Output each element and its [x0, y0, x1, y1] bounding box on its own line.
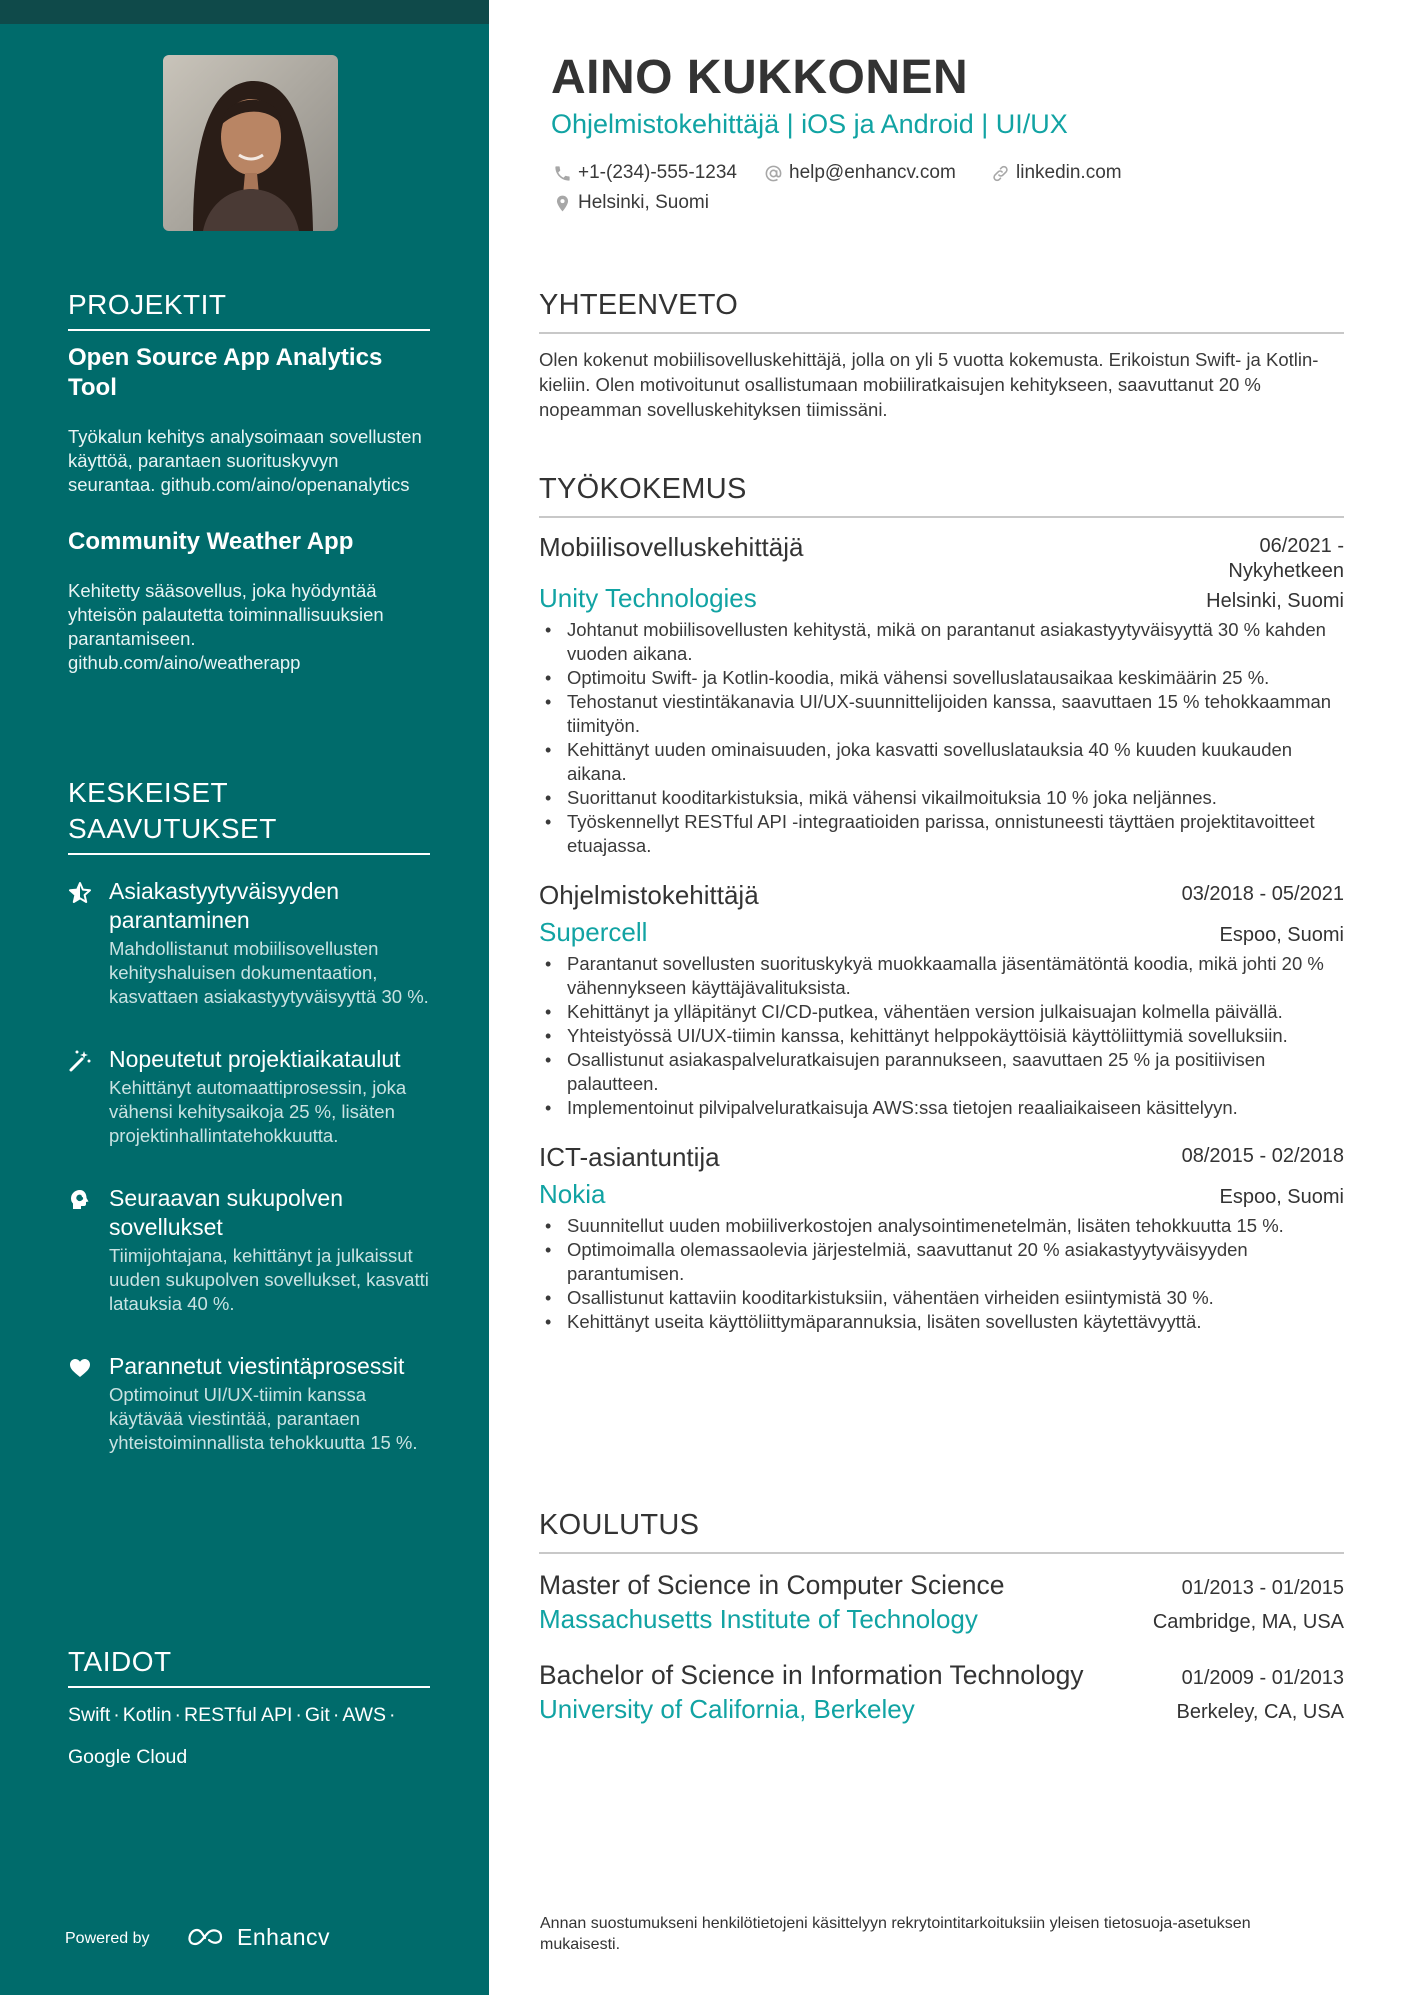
job-bullet: • Optimoitu Swift- ja Kotlin-koodia, mikä vähensi sovelluslatausaikaa keskimäärin 25 %. — [539, 666, 1344, 690]
phone-text: +1-(234)-555-1234 — [578, 162, 737, 183]
at-icon — [764, 164, 783, 183]
sidebar — [0, 0, 489, 1995]
summary-heading: YHTEENVETO — [539, 287, 1344, 334]
job-location: Helsinki, Suomi — [1206, 590, 1344, 612]
link-icon — [991, 164, 1010, 183]
job-bullet: • Suorittanut kooditarkistuksia, mikä vähensi vikailmoituksia 10 % joka neljännes. — [539, 786, 1344, 810]
linkedin-text: linkedin.com — [1016, 162, 1122, 183]
skill-separator: · — [174, 1704, 182, 1726]
education-entry — [539, 1658, 1344, 1726]
project-title: Open Source App Analytics Tool — [68, 344, 383, 401]
head-brain-icon — [68, 1188, 92, 1212]
job-title: ICT-asiantuntija — [539, 1142, 720, 1172]
education-location: Cambridge, MA, USA — [1152, 1611, 1344, 1633]
skill-separator: · — [389, 1704, 396, 1726]
achievement-title: Seuraavan sukupolven sovellukset — [109, 1185, 343, 1240]
job-bullet: • Parantanut sovellusten suorituskykyä muokkaamalla jäsentämätöntä koodia, mikä johti 20 % vähennykseen käyttäjävalituksista. — [539, 952, 1344, 1000]
skill-separator: · — [295, 1704, 302, 1726]
skills-section — [68, 1643, 430, 1778]
job-bullet: • Kehittänyt uuden ominaisuuden, joka kasvatti sovelluslatauksia 40 % kuuden kuukauden aikana. — [539, 738, 1344, 786]
contact-location — [553, 192, 709, 214]
location-text: Helsinki, Suomi — [578, 192, 709, 213]
degree-title: Master of Science in Computer Science — [539, 1570, 1005, 1600]
achievements-heading: KESKEISET SAAVUTUKSET — [68, 775, 430, 855]
sidebar-top-bar — [0, 0, 489, 24]
achievement-item — [68, 1352, 430, 1455]
achievement-title: Nopeutetut projektiaikataulut — [109, 1046, 401, 1072]
achievement-description: Mahdollistanut mobiilisovellusten kehityshaluisen dokumentaation, kasvattaen asiakastyytyväisyyttä 30 %. — [109, 938, 429, 1007]
job-bullet: • Yhteistyössä UI/UX-tiimin kanssa, kehittänyt helppokäyttöisiä käyttöliittymiä sovelluksiin. — [539, 1024, 1344, 1048]
project-title: Community Weather App — [68, 528, 354, 555]
job-date: 08/2015 - 02/2018 — [1181, 1145, 1344, 1167]
job-bullet: • Suunnitellut uuden mobiiliverkostojen analysointimenetelmän, lisäten tehokkuutta 15 %. — [539, 1214, 1344, 1238]
education-entry — [539, 1568, 1344, 1636]
school-name: Massachusetts Institute of Technology — [539, 1604, 978, 1634]
contact-phone — [553, 162, 737, 184]
contact-linkedin[interactable] — [991, 162, 1122, 184]
enhancv-logo-icon — [183, 1925, 229, 1949]
projects-section — [68, 286, 430, 675]
achievements-section — [68, 775, 430, 1455]
job-bullet: • Implementoinut pilvipalveluratkaisuja AWS:ssa tietojen reaaliaikaiseen käsittelyyn. — [539, 1096, 1344, 1120]
job-title: Ohjelmistokehittäjä — [539, 880, 759, 910]
skills-heading: TAIDOT — [68, 1643, 430, 1688]
job-entry — [539, 1140, 1344, 1334]
brand-name: Enhancv — [237, 1923, 331, 1950]
skill-tag: RESTful API — [184, 1704, 293, 1726]
job-bullet: • Optimoimalla olemassaolevia järjestelmiä, saavuttanut 20 % asiakastyytyväisyyden parantumisen. — [539, 1238, 1344, 1286]
achievement-description: Optimoinut UI/UX-tiimin kanssa käytävää viestintää, parantaen yhteistoiminnallista tehokkuutta 15 %. — [109, 1384, 418, 1453]
job-bullet: • Osallistunut kattaviin kooditarkistuksiin, vähentäen virheiden esiintymistä 30 %. — [539, 1286, 1344, 1310]
job-entry — [539, 530, 1344, 858]
job-bullets — [539, 618, 1344, 858]
job-date: 06/2021 - Nykyhetkeen — [1228, 535, 1344, 582]
skill-separator: · — [332, 1704, 340, 1726]
summary-text: Olen kokenut mobiilisovelluskehittäjä, jolla on yli 5 vuotta kokemusta. Erikoistun Swift- ja Kotlin-kieliin. Olen motivoitunut osallistumaan mobiiliratkaisujen kehitykseen, saavuttanut 20 % nopeamman sovelluskehityksen tiimissäni. — [539, 349, 1319, 420]
projects-heading: PROJEKTIT — [68, 286, 430, 331]
profile-photo — [163, 55, 338, 231]
skills-list — [68, 1694, 430, 1778]
project-description: Kehitetty sääsovellus, joka hyödyntää yhteisön palautetta toiminnallisuuksien parantamiseen. github.com/aino/weatherapp — [68, 580, 384, 673]
skill-tag: AWS — [342, 1704, 387, 1726]
degree-title: Bachelor of Science in Information Technology — [539, 1660, 1084, 1690]
achievement-item — [68, 877, 430, 1009]
company-name: Supercell — [539, 917, 648, 947]
experience-section — [539, 471, 1344, 1334]
project-description: Työkalun kehitys analysoimaan sovellusten käyttöä, parantaen suorituskyvyn seurantaa. github.com/aino/openanalytics — [68, 426, 422, 495]
education-date: 01/2013 - 01/2015 — [1181, 1577, 1344, 1599]
star-half-icon — [68, 881, 92, 905]
education-location: Berkeley, CA, USA — [1176, 1701, 1344, 1723]
job-date: 03/2018 - 05/2021 — [1181, 883, 1344, 905]
heart-icon — [68, 1356, 92, 1380]
job-entry — [539, 878, 1344, 1120]
achievement-item — [68, 1045, 430, 1148]
education-date: 01/2009 - 01/2013 — [1181, 1667, 1344, 1689]
skill-separator: · — [113, 1704, 120, 1726]
job-bullet: • Kehittänyt ja ylläpitänyt CI/CD-putkea, vähentäen version julkaisuajan kolmella päivällä. — [539, 1000, 1344, 1024]
job-location: Espoo, Suomi — [1219, 1186, 1344, 1208]
candidate-title: Ohjelmistokehittäjä | iOS ja Android | UI/UX — [551, 109, 1068, 139]
skill-tag: Kotlin — [122, 1704, 172, 1726]
email-text: help@enhancv.com — [789, 162, 956, 183]
achievement-description: Kehittänyt automaattiprosessin, joka vähensi kehitysaikoja 25 %, lisäten projektinhallintatehokkuutta. — [109, 1077, 407, 1146]
job-bullet: • Johtanut mobiilisovellusten kehitystä, mikä on parantanut asiakastyytyväisyyttä 30 % kahden vuoden aikana. — [539, 618, 1344, 666]
enhancv-logo[interactable] — [183, 1922, 330, 1952]
company-name: Unity Technologies — [539, 583, 757, 613]
school-name: University of California, Berkeley — [539, 1694, 915, 1724]
job-bullets — [539, 952, 1344, 1120]
skill-tag: Git — [304, 1704, 330, 1726]
skill-tag: Google Cloud — [68, 1746, 188, 1768]
education-heading: KOULUTUS — [539, 1507, 1344, 1554]
achievement-title: Parannetut viestintäprosessit — [109, 1353, 405, 1379]
achievement-item — [68, 1184, 430, 1316]
achievement-title: Asiakastyytyväisyyden parantaminen — [109, 878, 340, 933]
location-pin-icon — [553, 194, 572, 213]
consent-note: Annan suostumukseni henkilötietojeni käsittelyyn rekrytointitarkoituksiin yleisen tietosuoja-asetuksen mukaisesti. — [540, 1915, 1251, 1953]
phone-icon — [553, 164, 572, 183]
job-bullet: • Kehittänyt useita käyttöliittymäparannuksia, lisäten sovellusten käytettävyyttä. — [539, 1310, 1344, 1334]
education-section — [539, 1507, 1344, 1726]
skill-tag: Swift — [68, 1704, 111, 1726]
achievement-description: Tiimijohtajana, kehittänyt ja julkaissut uuden sukupolven sovellukset, kasvatti latauksia 40 %. — [109, 1245, 429, 1314]
job-location: Espoo, Suomi — [1219, 924, 1344, 946]
job-bullets — [539, 1214, 1344, 1334]
powered-by-label: Powered by — [65, 1930, 150, 1947]
company-name: Nokia — [539, 1179, 606, 1209]
candidate-name: AINO KUKKONEN — [551, 51, 969, 104]
job-title: Mobiilisovelluskehittäjä — [539, 532, 804, 562]
contact-email[interactable] — [764, 162, 956, 184]
job-bullet: • Osallistunut asiakaspalveluratkaisujen parannukseen, saavuttaen 25 % ja positiivisen palautteen. — [539, 1048, 1344, 1096]
job-bullet: • Työskennellyt RESTful API -integraatioiden parissa, onnistuneesti täyttäen projektitavoitteet etuajassa. — [539, 810, 1344, 858]
experience-heading: TYÖKOKEMUS — [539, 471, 1344, 518]
summary-section — [539, 287, 1344, 422]
magic-wand-icon — [68, 1049, 92, 1073]
job-bullet: • Tehostanut viestintäkanavia UI/UX-suunnittelijoiden kanssa, saavuttaen 15 % tehokkaamman tiimityön. — [539, 690, 1344, 738]
